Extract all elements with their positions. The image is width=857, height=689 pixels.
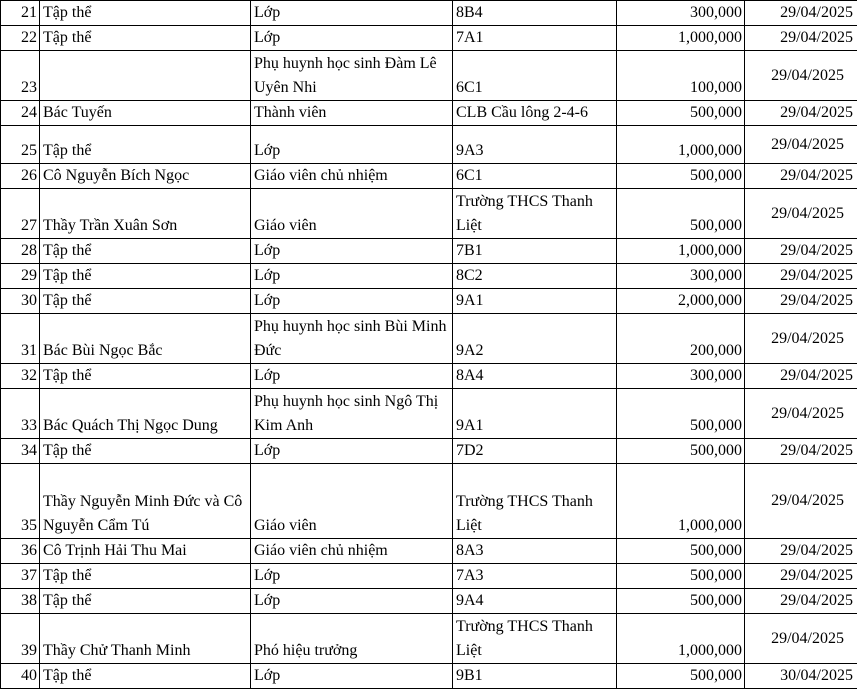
row-number-cell: 34 [1,439,40,464]
table-row [1,564,857,589]
table-row [1,164,857,189]
donor-name-cell: Tập thể [40,264,251,289]
donor-name-cell: Tập thể [40,26,251,51]
date-cell: 29/04/2025 [745,264,857,289]
amount-cell: 500,000 [617,539,745,564]
donor-unit-cell: 6C1 [453,164,617,189]
donor-role-cell: Giáo viên chủ nhiệm [251,539,453,564]
donor-role-cell: Giáo viên chủ nhiệm [251,164,453,189]
donor-name-cell: Bác Tuyến [40,101,251,126]
donor-unit-cell: 9A3 [453,126,617,164]
donor-name-cell: Thầy Chử Thanh Minh [40,614,251,664]
donor-name-cell [40,51,251,101]
donor-role-cell: Phụ huynh học sinh Ngô Thị Kim Anh [251,389,453,439]
table-row [1,126,857,164]
table-row [1,289,857,314]
donor-name-cell: Bác Bùi Ngọc Bắc [40,314,251,364]
donor-unit-cell: 7B1 [453,239,617,264]
row-number-cell: 40 [1,664,40,689]
table-row [1,589,857,614]
donor-name-cell: Tập thể [40,239,251,264]
amount-cell: 500,000 [617,101,745,126]
donor-unit-cell: 9A1 [453,289,617,314]
donor-name-cell: Tập thể [40,439,251,464]
amount-cell: 500,000 [617,564,745,589]
table-row [1,439,857,464]
donor-unit-cell: 9A1 [453,389,617,439]
amount-cell: 500,000 [617,589,745,614]
donor-name-cell: Tập thể [40,1,251,26]
row-number-cell: 35 [1,464,40,539]
table-row [1,26,857,51]
date-cell: 29/04/2025 [745,26,857,51]
donor-role-cell: Giáo viên [251,189,453,239]
row-number-cell: 33 [1,389,40,439]
donor-role-cell: Lớp [251,126,453,164]
donor-name-cell: Thầy Trần Xuân Sơn [40,189,251,239]
row-number-cell: 39 [1,614,40,664]
amount-cell: 1,000,000 [617,614,745,664]
donor-unit-cell: 8C2 [453,264,617,289]
donor-name-cell: Thầy Nguyễn Minh Đức và Cô Nguyễn Cẩm Tú [40,464,251,539]
amount-cell: 500,000 [617,189,745,239]
donor-unit-cell: 6C1 [453,51,617,101]
date-cell: 29/04/2025 [745,189,857,239]
amount-cell: 2,000,000 [617,289,745,314]
date-cell: 29/04/2025 [745,289,857,314]
donor-role-cell: Lớp [251,26,453,51]
date-cell: 29/04/2025 [745,464,857,539]
donor-name-cell: Tập thể [40,589,251,614]
donor-role-cell: Giáo viên [251,464,453,539]
donor-unit-cell: 8A4 [453,364,617,389]
amount-cell: 500,000 [617,164,745,189]
date-cell: 29/04/2025 [745,564,857,589]
table-row [1,264,857,289]
donor-role-cell: Lớp [251,264,453,289]
date-cell: 29/04/2025 [745,589,857,614]
date-cell: 29/04/2025 [745,126,857,164]
table-row [1,389,857,439]
donor-unit-cell: 7A1 [453,26,617,51]
donor-role-cell: Lớp [251,1,453,26]
donor-role-cell: Lớp [251,364,453,389]
date-cell: 29/04/2025 [745,539,857,564]
table-row [1,614,857,664]
row-number-cell: 23 [1,51,40,101]
donor-name-cell: Tập thể [40,364,251,389]
table-row [1,1,857,26]
donor-role-cell: Lớp [251,289,453,314]
donor-unit-cell: 8A3 [453,539,617,564]
amount-cell: 500,000 [617,389,745,439]
amount-cell: 500,000 [617,664,745,689]
row-number-cell: 29 [1,264,40,289]
date-cell: 29/04/2025 [745,51,857,101]
table-row [1,101,857,126]
table-row [1,364,857,389]
donor-role-cell: Lớp [251,589,453,614]
donor-unit-cell: 7A3 [453,564,617,589]
amount-cell: 200,000 [617,314,745,364]
amount-cell: 100,000 [617,51,745,101]
donor-unit-cell: 9B1 [453,664,617,689]
donor-name-cell: Tập thể [40,564,251,589]
amount-cell: 1,000,000 [617,464,745,539]
row-number-cell: 31 [1,314,40,364]
amount-cell: 1,000,000 [617,126,745,164]
date-cell: 29/04/2025 [745,239,857,264]
donor-role-cell: Phụ huynh học sinh Bùi Minh Đức [251,314,453,364]
date-cell: 29/04/2025 [745,439,857,464]
date-cell: 29/04/2025 [745,164,857,189]
donation-table-body [1,1,857,689]
donor-unit-cell: CLB Cầu lông 2-4-6 [453,101,617,126]
amount-cell: 1,000,000 [617,26,745,51]
date-cell: 29/04/2025 [745,389,857,439]
date-cell: 30/04/2025 [745,664,857,689]
row-number-cell: 30 [1,289,40,314]
donor-name-cell: Cô Trịnh Hải Thu Mai [40,539,251,564]
amount-cell: 1,000,000 [617,239,745,264]
row-number-cell: 24 [1,101,40,126]
row-number-cell: 27 [1,189,40,239]
donor-unit-cell: 9A4 [453,589,617,614]
donor-unit-cell: Trường THCS Thanh Liệt [453,464,617,539]
table-row [1,314,857,364]
row-number-cell: 25 [1,126,40,164]
donor-name-cell: Tập thể [40,289,251,314]
row-number-cell: 37 [1,564,40,589]
donor-name-cell: Tập thể [40,126,251,164]
donor-name-cell: Bác Quách Thị Ngọc Dung [40,389,251,439]
amount-cell: 500,000 [617,439,745,464]
table-row [1,539,857,564]
date-cell: 29/04/2025 [745,614,857,664]
donor-role-cell: Lớp [251,439,453,464]
donor-role-cell: Phó hiệu trưởng [251,614,453,664]
donor-role-cell: Lớp [251,239,453,264]
row-number-cell: 38 [1,589,40,614]
table-row [1,664,857,689]
row-number-cell: 26 [1,164,40,189]
date-cell: 29/04/2025 [745,364,857,389]
donor-role-cell: Lớp [251,664,453,689]
row-number-cell: 36 [1,539,40,564]
donor-unit-cell: 7D2 [453,439,617,464]
table-row [1,464,857,539]
donor-role-cell: Lớp [251,564,453,589]
table-row [1,189,857,239]
row-number-cell: 21 [1,1,40,26]
date-cell: 29/04/2025 [745,101,857,126]
row-number-cell: 32 [1,364,40,389]
donor-name-cell: Tập thể [40,664,251,689]
donor-unit-cell: Trường THCS Thanh Liệt [453,614,617,664]
amount-cell: 300,000 [617,264,745,289]
date-cell: 29/04/2025 [745,314,857,364]
donor-unit-cell: 8B4 [453,1,617,26]
donor-name-cell: Cô Nguyễn Bích Ngọc [40,164,251,189]
donor-role-cell: Thành viên [251,101,453,126]
table-row [1,239,857,264]
row-number-cell: 22 [1,26,40,51]
amount-cell: 300,000 [617,364,745,389]
donor-unit-cell: 9A2 [453,314,617,364]
row-number-cell: 28 [1,239,40,264]
donor-unit-cell: Trường THCS Thanh Liệt [453,189,617,239]
date-cell: 29/04/2025 [745,1,857,26]
donor-role-cell: Phụ huynh học sinh Đàm Lê Uyên Nhi [251,51,453,101]
table-row [1,51,857,101]
amount-cell: 300,000 [617,1,745,26]
